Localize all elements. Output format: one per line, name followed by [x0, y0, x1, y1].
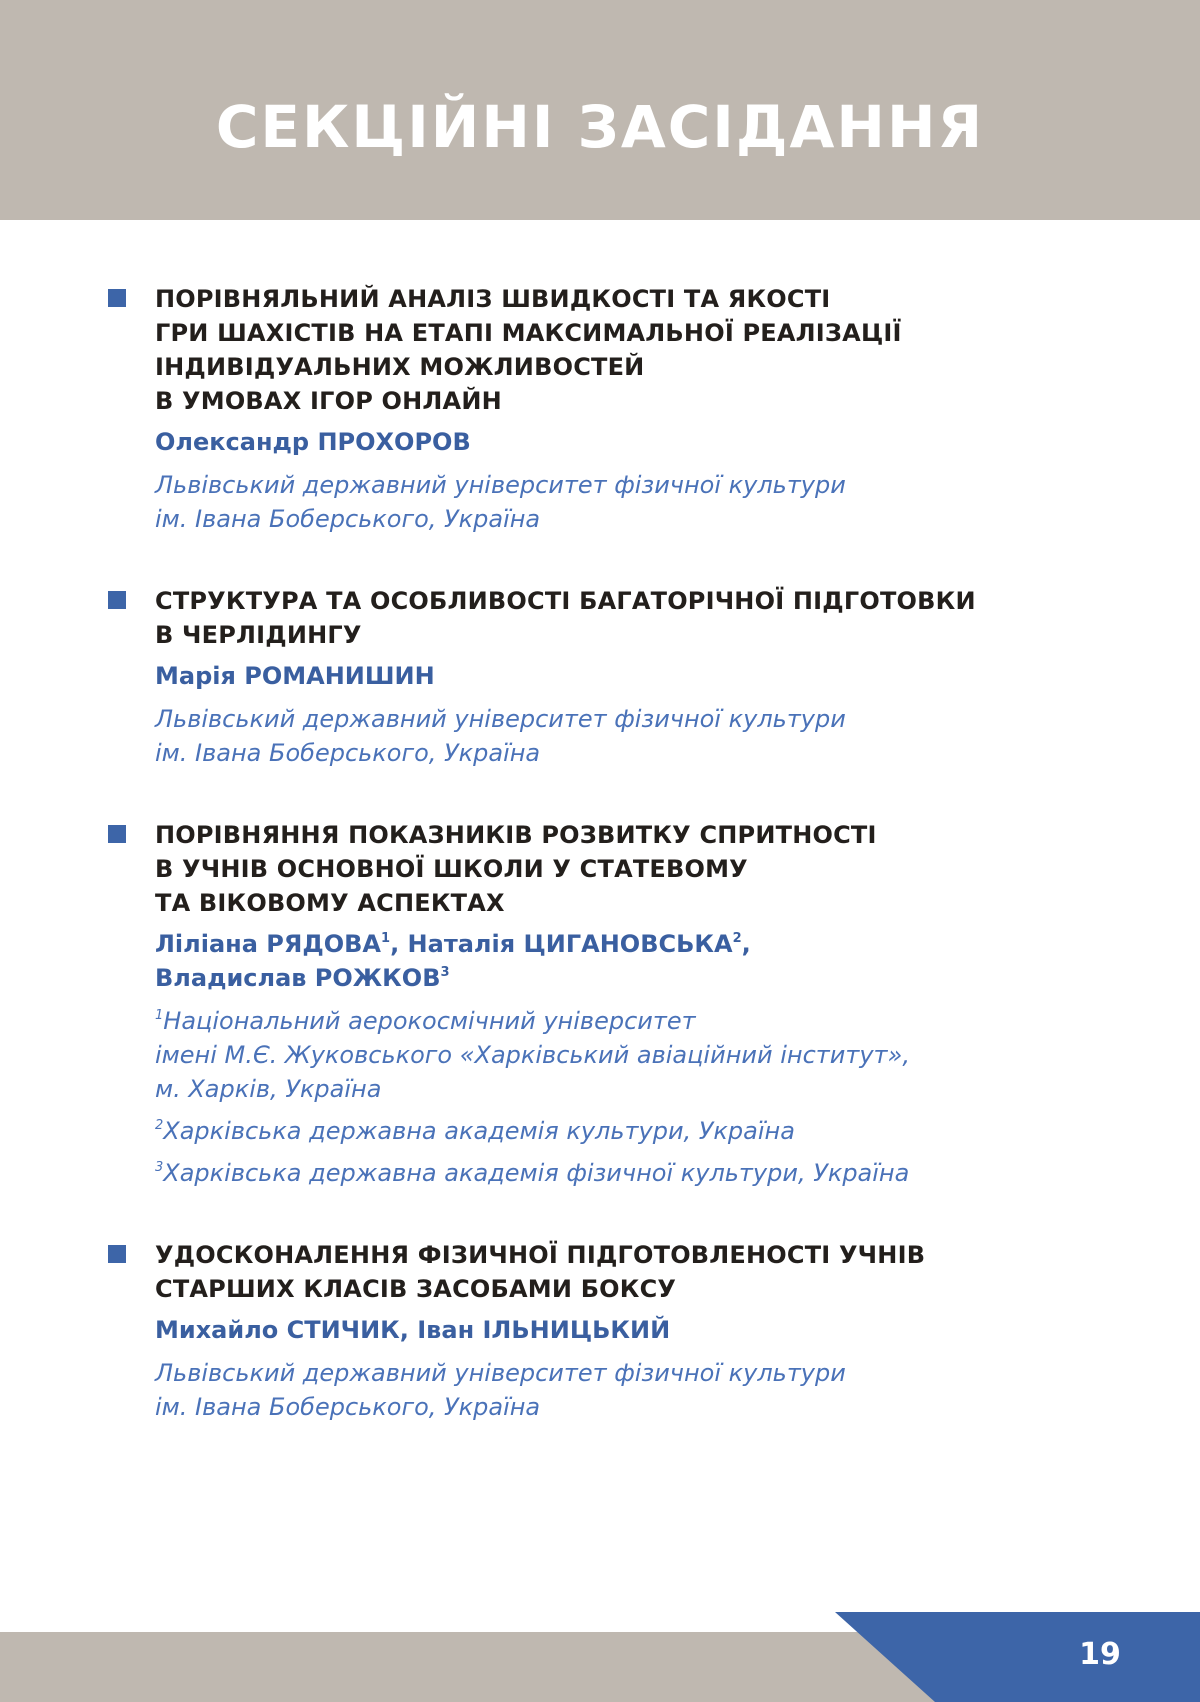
list-item [105, 1238, 1125, 1424]
entry-title-line: ПОРІВНЯЛЬНИЙ АНАЛІЗ ШВИДКОСТІ ТА ЯКОСТІ [155, 285, 831, 313]
entry-title-line: УДОСКОНАЛЕННЯ ФІЗИЧНОЇ ПІДГОТОВЛЕНОСТІ УЧНІВ [155, 1241, 926, 1269]
entry-title [155, 1238, 1125, 1306]
authors-line [155, 961, 1125, 995]
affiliation-line: м. Харків, Україна [155, 1075, 382, 1103]
entry-affiliation [155, 1004, 1125, 1106]
entry-title-line: ГРИ ШАХІСТІВ НА ЕТАПІ МАКСИМАЛЬНОЇ РЕАЛІЗАЦІЇ [155, 319, 902, 347]
affiliation-line: ім. Івана Боберського, Україна [155, 505, 541, 533]
entry-title-line: СТРУКТУРА ТА ОСОБЛИВОСТІ БАГАТОРІЧНОЇ ПІДГОТОВКИ [155, 587, 976, 615]
affiliation-text: Харківська державна академія культури, Україна [163, 1117, 795, 1145]
entry-authors: Олександр ПРОХОРОВ [155, 428, 471, 456]
entry-title-line: СТАРШИХ КЛАСІВ ЗАСОБАМИ БОКСУ [155, 1275, 677, 1303]
author-separator: , [741, 930, 751, 958]
affiliation-superscript: 2 [155, 1118, 164, 1133]
entry-title [155, 584, 1125, 652]
affiliation-superscript: 1 [381, 931, 391, 946]
affiliation-text: Харківська державна академія фізичної культури, Україна [163, 1159, 910, 1187]
affiliation-superscript: 3 [440, 965, 450, 980]
affiliation-line [155, 1156, 1125, 1190]
author-name: , Наталія ЦИГАНОВСЬКА [390, 930, 733, 958]
author-name: Ліліана РЯДОВА [155, 930, 382, 958]
entry-authors: Марія РОМАНИШИН [155, 662, 435, 690]
entry-title-line: В УЧНІВ ОСНОВНОЇ ШКОЛИ У СТАТЕВОМУ [155, 855, 748, 883]
list-item [105, 818, 1125, 1190]
affiliation-superscript: 1 [155, 1008, 164, 1023]
list-item [105, 584, 1125, 770]
affiliation-line: ім. Івана Боберського, Україна [155, 739, 541, 767]
affiliation-line [155, 1004, 1125, 1038]
entry-affiliation [155, 1156, 1125, 1190]
affiliation-line: Львівський державний університет фізичної культури [155, 705, 846, 733]
entry-affiliation [155, 702, 1125, 770]
entry-authors [155, 927, 1125, 995]
entry-affiliation [155, 1114, 1125, 1148]
entry-authors: Михайло СТИЧИК, Іван ІЛЬНИЦЬКИЙ [155, 1316, 671, 1344]
affiliation-text: Національний аерокосмічний університет [163, 1007, 696, 1035]
list-item [105, 282, 1125, 536]
entry-title [155, 282, 1125, 418]
page-number: 19 [1079, 1637, 1121, 1672]
entry-affiliation [155, 468, 1125, 536]
entry-title-line: В УМОВАХ ІГОР ОНЛАЙН [155, 387, 502, 415]
affiliation-line: Львівський державний університет фізичної культури [155, 1359, 846, 1387]
affiliation-line: Львівський державний університет фізичної культури [155, 471, 846, 499]
entry-title [155, 818, 1125, 920]
author-name: Владислав РОЖКОВ [155, 964, 441, 992]
square-bullet-icon [108, 289, 126, 307]
affiliation-line: ім. Івана Боберського, Україна [155, 1393, 541, 1421]
entry-title-line: ПОРІВНЯННЯ ПОКАЗНИКІВ РОЗВИТКУ СПРИТНОСТІ [155, 821, 877, 849]
affiliation-superscript: 3 [155, 1160, 164, 1175]
square-bullet-icon [108, 591, 126, 609]
authors-line [155, 927, 1125, 961]
entry-title-line: В ЧЕРЛІДИНГУ [155, 621, 362, 649]
entries-list [105, 282, 1125, 1472]
square-bullet-icon [108, 1245, 126, 1263]
entry-title-line: ТА ВІКОВОМУ АСПЕКТАХ [155, 889, 505, 917]
affiliation-line: імені М.Є. Жуковського «Харківський авіаційний інститут», [155, 1041, 910, 1069]
affiliation-superscript: 2 [732, 931, 742, 946]
entry-title-line: ІНДИВІДУАЛЬНИХ МОЖЛИВОСТЕЙ [155, 353, 645, 381]
affiliation-line [155, 1114, 1125, 1148]
page-title: СЕКЦІЙНІ ЗАСІДАННЯ [215, 93, 985, 161]
square-bullet-icon [108, 825, 126, 843]
entry-affiliation [155, 1356, 1125, 1424]
